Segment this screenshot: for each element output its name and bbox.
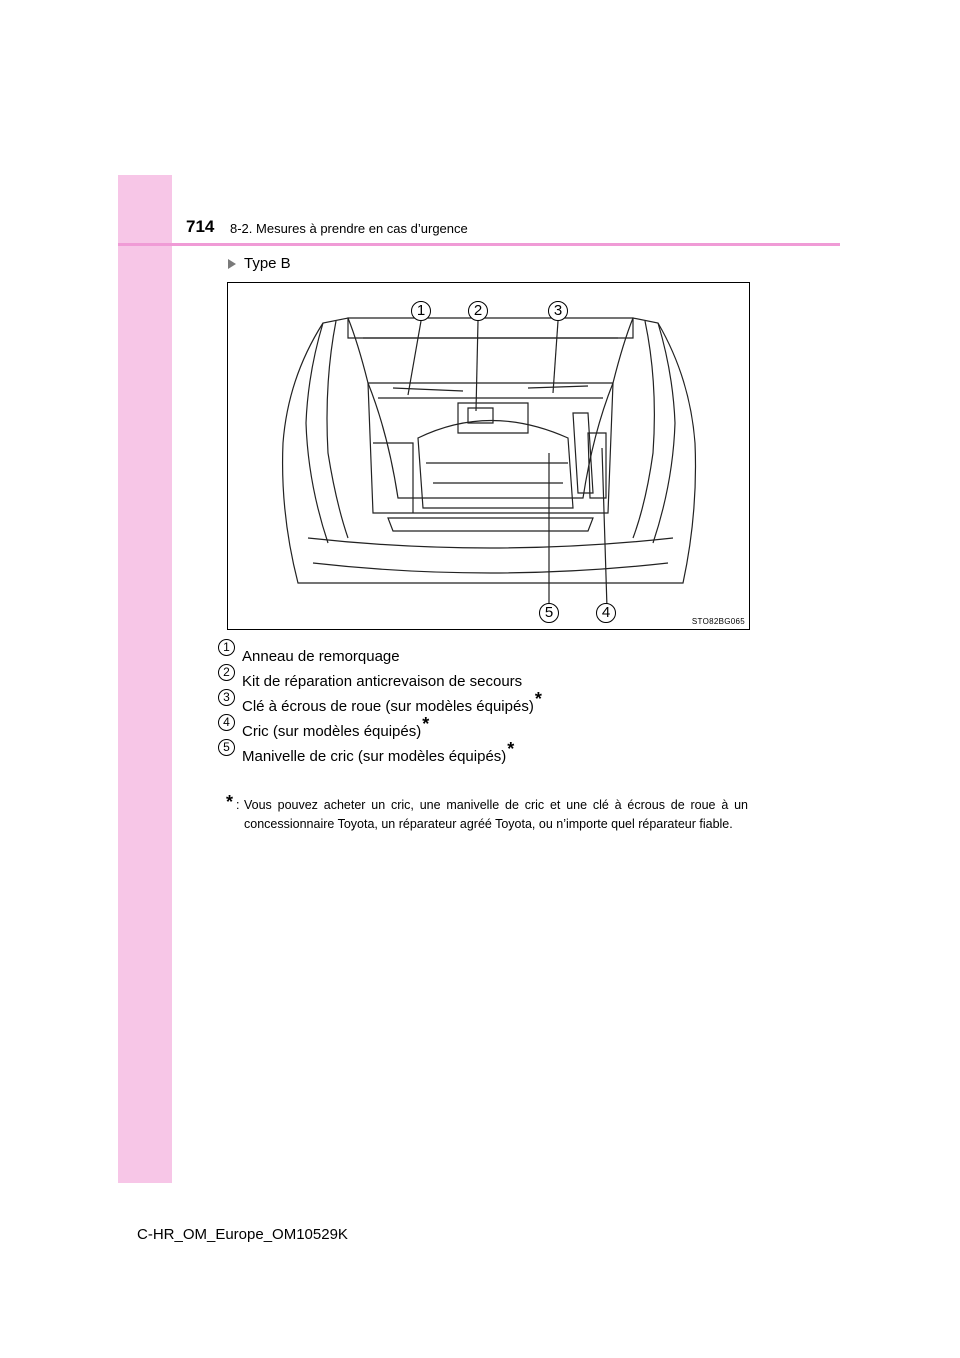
triangle-bullet-icon [228, 259, 236, 269]
number-badge: 4 [218, 714, 235, 731]
asterisk-mark: * [507, 739, 515, 759]
callout-4: 4 [596, 603, 616, 623]
trunk-illustration [227, 282, 750, 630]
side-tab-band [118, 175, 172, 1183]
callout-1: 1 [411, 301, 431, 321]
footer-doc-id: C-HR_OM_Europe_OM10529K [137, 1226, 348, 1243]
legend-text: Cric (sur modèles équipés) [242, 723, 422, 740]
callout-3: 3 [548, 301, 568, 321]
subheading [228, 255, 291, 272]
footnote: * : Vous pouvez acheter un cric, une manivelle de cric et une clé à écrous de roue à un concessionnaire Toyota, un réparateur agréé Toyota, ou n’importe quel réparateur fiable. [226, 796, 748, 834]
number-badge: 1 [218, 639, 235, 656]
asterisk-mark: * [534, 689, 542, 709]
figure-code: STO82BG065 [691, 617, 745, 626]
callout-2: 2 [468, 301, 488, 321]
page-number: 714 [186, 217, 215, 236]
callout-5: 5 [539, 603, 559, 623]
legend-text: Kit de réparation anticrevaison de secours [242, 673, 523, 690]
footnote-text: Vous pouvez acheter un cric, une manivelle de cric et une clé à écrous de roue à un concessionnaire Toyota, un réparateur agréé Toyota, ou n’importe quel réparateur fiable. [244, 798, 748, 831]
section-title: 8-2. Mesures à prendre en cas d’urgence [230, 221, 468, 236]
trunk-drawing [228, 283, 750, 630]
number-badge: 5 [218, 739, 235, 756]
legend-text: Manivelle de cric (sur modèles équipés) [242, 748, 507, 765]
header-rule [118, 243, 840, 246]
legend-text: Anneau de remorquage [242, 648, 400, 665]
legend-text: Clé à écrous de roue (sur modèles équipés) [242, 698, 534, 715]
number-badge: 2 [218, 664, 235, 681]
asterisk-mark: * [422, 714, 430, 734]
number-badge: 3 [218, 689, 235, 706]
footnote-asterisk: * [226, 792, 234, 812]
subheading-label: Type B [244, 255, 291, 272]
